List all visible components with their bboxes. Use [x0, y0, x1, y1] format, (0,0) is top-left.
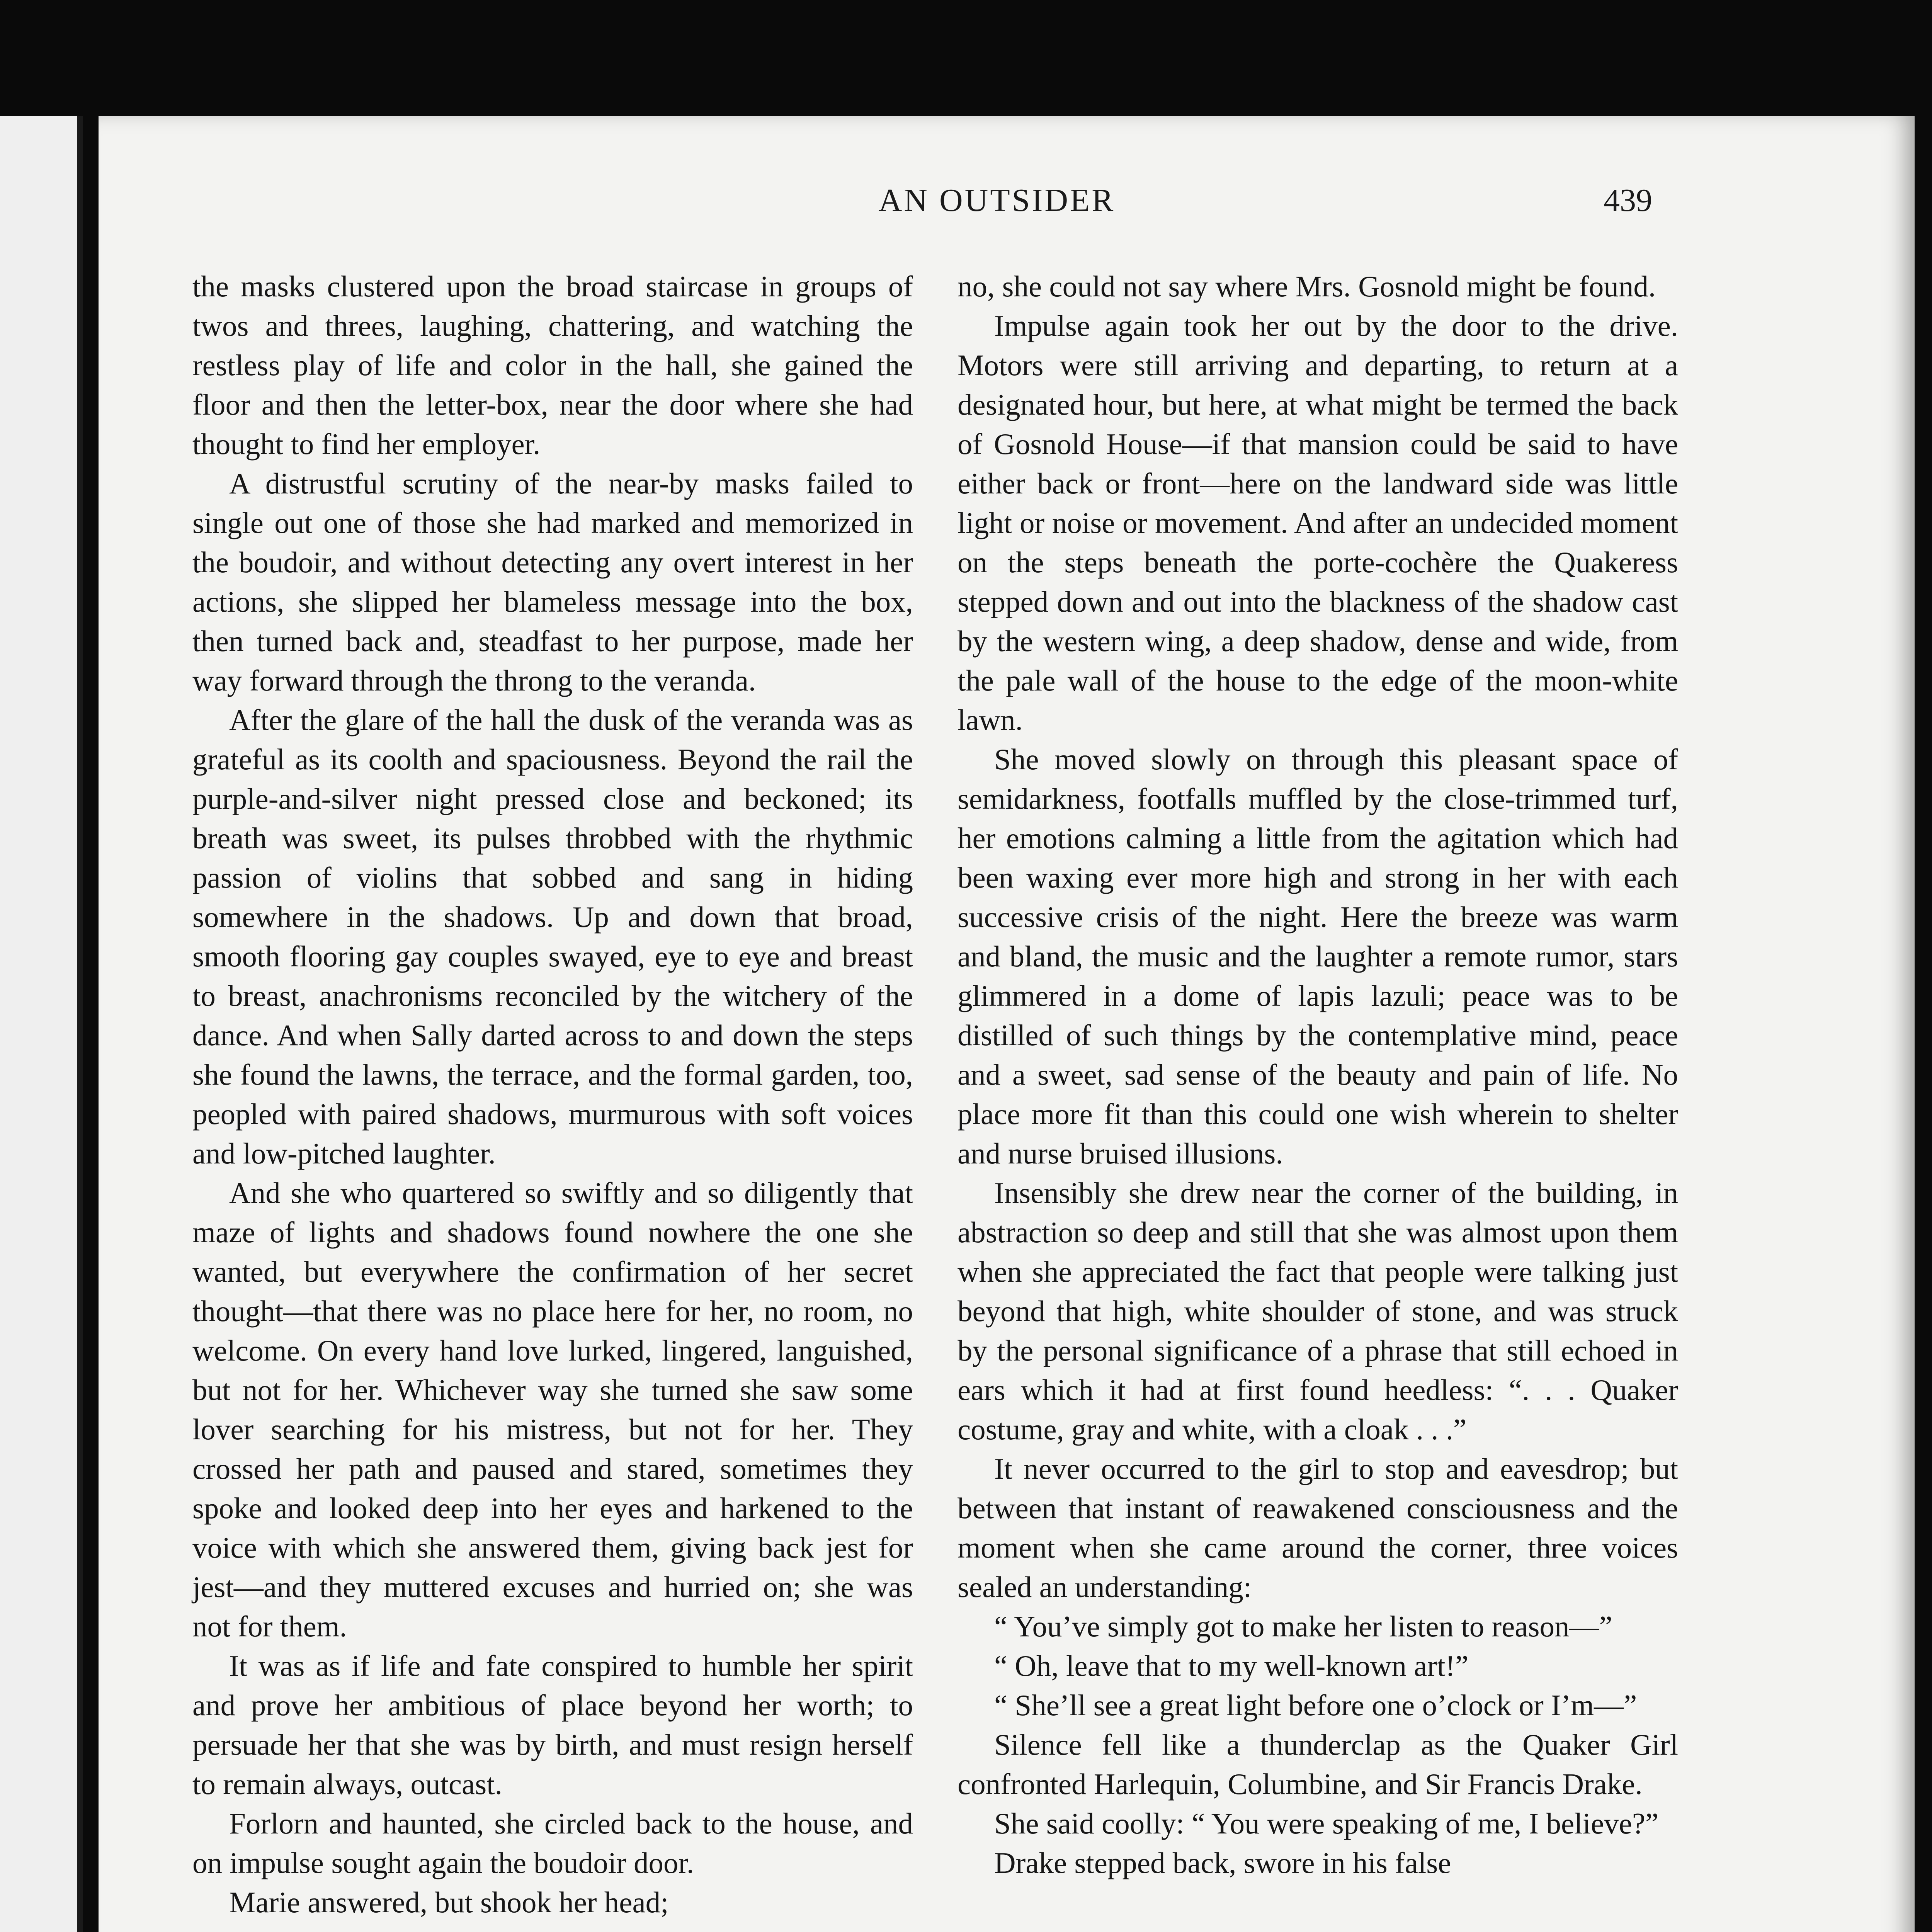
paragraph: Silence fell like a thunderclap as the Quaker Girl confronted Harlequin, Columbine, and Sir Francis Drake.	[957, 1728, 1678, 1801]
paragraph: Marie answered, but shook her head;	[229, 1886, 669, 1919]
running-header: AN OUTSIDER	[878, 182, 1116, 218]
paragraph: After the glare of the hall the dusk of the veranda was as grateful as its coolth and spaciousness. Beyond the rail the purple-and-silver night pressed close and beckoned; its breath was sweet, its pulses throbbed with the rhythmic passion of violins that sobbed and sang in hiding somewhere in the shadows. Up and down that broad, smooth flooring gay couples swayed, eye to eye and breast to breast, anachronisms reconciled by the witchery of the dance. And when Sally darted across to and down the steps she found the lawns, the terrace, and the formal garden, too, peopled with paired shadows, murmurous with soft voices and low-pitched laughter.	[192, 703, 913, 1170]
paragraph: the masks clustered upon the broad staircase in groups of twos and threes, laughing, chattering, and watching the restless play of life and color in the hall, she gained the floor and then the letter-box, near the door where she had thought to find her employer.	[192, 270, 913, 461]
paragraph: And she who quartered so swiftly and so diligently that maze of lights and shadows found nowhere the one she wanted, but everywhere the confirmation of her secret thought—that there was no place here for her, no room, no welcome. On every hand love lurked, lingered, languished, but not for her. Whichever way she turned she saw some lover searching for his mistress, but not for her. They crossed her path and paused and stared, sometimes they spoke and looked deep into her eyes and harkened to the voice with which she answered them, giving back jest for jest—and they muttered excuses and hurried on; she was not for them.	[192, 1176, 913, 1643]
paragraph: Forlorn and haunted, she circled back to the house, and on impulse sought again the boudoir door.	[192, 1807, 913, 1879]
paragraph: Impulse again took her out by the door to the drive. Motors were still arriving and departing, to return at a designated hour, but here, at what might be termed the back of Gosnold House—if that mansion could be said to have either back or front—here on the landward side was little light or noise or movement. And after an undecided moment on the steps beneath the porte-cochère the Quakeress stepped down and out into the blackness of the shadow cast by the western wing, a deep shadow, dense and wide, from the pale wall of the house to the edge of the moon-white lawn.	[957, 309, 1678, 736]
page-number: 439	[1604, 182, 1652, 218]
paragraph: “ She’ll see a great light before one o’clock or I’m—”	[994, 1689, 1637, 1722]
paragraph: “ Oh, leave that to my well-known art!”	[994, 1649, 1469, 1682]
paragraph: Drake stepped back, swore in his false	[994, 1846, 1451, 1879]
paragraph: It never occurred to the girl to stop and eavesdrop; but between that instant of reawakened consciousness and the moment when she came around the corner, three voices sealed an understanding:	[957, 1452, 1678, 1604]
paragraph: “ You’ve simply got to make her listen to reason—”	[994, 1610, 1612, 1643]
paragraph: A distrustful scrutiny of the near-by masks failed to single out one of those she had marked and memorized in the boudoir, and without detecting any overt interest in her actions, she slipped her blameless message into the box, then turned back and, steadfast to her purpose, made her way forward through the throng to the veranda.	[192, 467, 913, 697]
text-column-right	[957, 267, 1678, 1883]
paragraph: no, she could not say where Mrs. Gosnold might be found.	[957, 270, 1656, 303]
paragraph: Insensibly she drew near the corner of the building, in abstraction so deep and still that she was almost upon them when she appreciated the fact that people were talking just beyond that high, white shoulder of stone, and was struck by the personal significance of a phrase that still echoed in ears which it had at first found heedless: “. . . Quaker costume, gray and white, with a cloak . . .”	[957, 1176, 1678, 1446]
paragraph: She moved slowly on through this pleasant space of semidarkness, footfalls muffled by the close-trimmed turf, her emotions calming a little from the agitation which had been waxing ever more high and strong in her with each successive crisis of the night. Here the breeze was warm and bland, the music and the laughter a remote rumor, stars glimmered in a dome of lapis lazuli; peace was to be distilled of such things by the contemplative mind, peace and a sweet, sad sense of the beauty and pain of life. No place more fit than this could one wish wherein to shelter and nurse bruised illusions.	[957, 743, 1678, 1170]
paragraph: She said coolly: “ You were speaking of me, I believe?”	[994, 1807, 1659, 1840]
paragraph: It was as if life and fate conspired to humble her spirit and prove her ambitious of place beyond her worth; to persuade her that she was by birth, and must resign herself to remain always, outcast.	[192, 1649, 913, 1801]
previous-page-edge	[0, 116, 83, 1932]
text-column-left	[192, 267, 913, 1922]
